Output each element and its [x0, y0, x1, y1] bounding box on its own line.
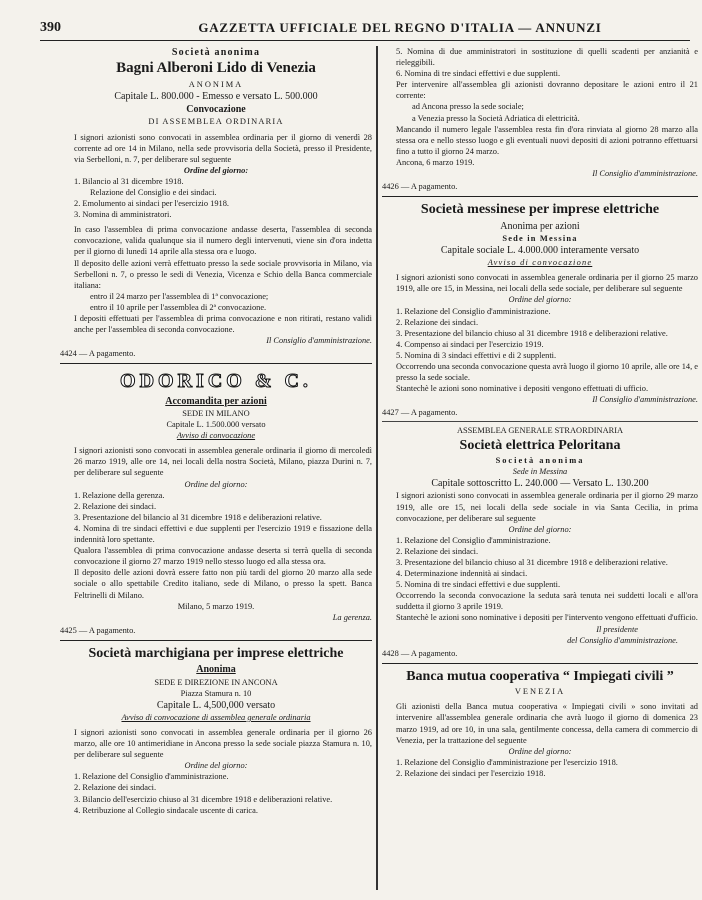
avviso-heading: Avviso di convocazione di assemblea generale ordinaria — [121, 712, 311, 722]
notice-number: 4425 — A pagamento. — [60, 625, 136, 635]
company-subtype: ANONIMA — [188, 79, 244, 89]
deposit-deadline: entro il 24 marzo per l'assemblea di 1ª convocazione; — [90, 291, 269, 301]
signature: Il Consiglio d'amministrazione. — [592, 395, 698, 405]
agenda-item: 2. Relazione dei sindaci. — [74, 501, 157, 511]
ordine-heading: Ordine del giorno: — [508, 524, 572, 534]
company-type: Accomandita per azioni — [165, 395, 267, 407]
city: VENEZIA — [514, 687, 566, 697]
agenda-item: Relazione del Consiglio e dei sindaci. — [90, 188, 217, 198]
paragraph: I depositi effettuati per l'assemblea di prima convocazione e non ritirati, restano validi anche per l'assemblea di seconda convocazione. — [74, 314, 372, 335]
intro-text: Gli azionisti della Banca mutua cooperativa « Impiegati civili » sono invitati ad intervenire all'assemblea generale ordinaria che avrà luogo il giorno di domenica 23 marzo 1919, ad ore 10, in una sala, gentilmente concessa, della camera di commercio di Venezia, per la trattazione del seguente — [396, 702, 698, 745]
intro-text: I signori azionisti sono convocati in assemblea generale ordinaria per il giorno 26 marzo, alle ore 10 antimeridiane in Ancona presso la sede sociale piazza Stamura n. 10, per deliberare sul seguente — [74, 728, 372, 760]
agenda-item: 2. Emolumento ai sindaci per l'esercizio 1918. — [74, 199, 230, 209]
intro-text: I signori azionisti sono convocati in assemblea generale ordinaria per il giorno 25 marzo 1919, alle ore 15, in Messina, nei locali della sede sociale, per deliberare sul seguente — [396, 273, 698, 294]
sede: SEDE E DIREZIONE IN ANCONA — [154, 677, 278, 687]
notice-bagni-alberoni — [60, 46, 372, 359]
avviso-heading: Avviso di convocazione — [176, 431, 256, 441]
assemblea-heading: DI ASSEMBLEA ORDINARIA — [148, 117, 284, 127]
intro-text: I signori azionisti sono convocati in assemblea generale ordinaria per il giorno 29 marzo 1919, alle ore 15, nei locali della sede sociale in via Santa Cecilia, in prima convocazione, per deliberare sul seguente — [396, 491, 698, 523]
agenda-item: 3. Nomina di amministratori. — [74, 210, 172, 220]
sede: Sede in Messina — [502, 233, 578, 243]
paragraph: Per intervenire all'assemblea gli azionisti dovranno depositare le azioni entro il 21 corrente: — [396, 80, 698, 101]
agenda-item: 3. Presentazione del bilancio chiuso al 31 dicembre 1918 e deliberazioni relative. — [396, 557, 668, 567]
paragraph: Stantechè le azioni sono nominative i depositi vengono effettuati di ufficio. — [396, 384, 649, 394]
paragraph: Occorrendo una seconda convocazione questa avrà luogo il giorno 10 aprile, alle ore 14, e presso la sede sociale. — [396, 362, 698, 383]
ordine-heading: Ordine del giorno: — [508, 295, 572, 305]
deposit-location: ad Ancona presso la sede sociale; — [412, 102, 524, 112]
capital: Capitale sottoscritto L. 240.000 — Versato L. 130.200 — [431, 478, 649, 490]
paragraph: Stantechè le azioni sono nominative i depositi per l'intervento vengono effettuati d'ufficio. — [396, 613, 698, 623]
agenda-item: 5. Nomina di due amministratori in sostituzione di quelli scadenti per anzianità e rieleggibili. — [396, 47, 698, 68]
agenda-item: 1. Bilancio al 31 dicembre 1918. — [74, 176, 184, 186]
agenda-item: 1. Relazione del Consiglio d'amministrazione per l'esercizio 1918. — [396, 757, 618, 767]
agenda-item: 4. Compenso ai sindaci per l'esercizio 1919. — [396, 339, 544, 349]
agenda-item: 3. Presentazione del bilancio al 31 dicembre 1918 e deliberazioni relative. — [74, 512, 322, 522]
paragraph: Occorrendo la seconda convocazione la seduta sarà tenuta nei suddetti locali e all'ora suddetta il giorno 3 aprile 1919. — [396, 591, 698, 612]
notice-banca-impiegati — [382, 668, 698, 779]
agenda-item: 4. Determinazione indennità ai sindaci. — [396, 569, 528, 579]
agenda-item: 6. Nomina di tre sindaci effettivi e due supplenti. — [396, 69, 561, 79]
notice-number: 4424 — A pagamento. — [60, 349, 136, 359]
notice-marchigiana — [60, 645, 372, 816]
deposit-location: a Venezia presso la Società Adriatica di elettricità. — [412, 113, 580, 123]
company-name: Società messinese per imprese elettriche — [420, 202, 660, 218]
company-type: Società anonima — [495, 456, 585, 466]
agenda-item: 2. Relazione dei sindaci. — [74, 783, 157, 793]
company-name: Banca mutua cooperativa “ Impiegati civili ” — [406, 668, 674, 684]
left-column — [60, 46, 372, 890]
ordine-heading: Ordine del giorno: — [183, 165, 249, 175]
company-type: Anonima per azioni — [500, 220, 580, 232]
sede: SEDE IN MILANO — [182, 409, 250, 418]
ordine-heading: Ordine del giorno: — [184, 479, 248, 489]
signature: Il Consiglio d'amministrazione. — [592, 169, 698, 179]
paragraph: Il deposito delle azioni verrà effettuato presso la sede sociale provvisoria in Milano, via Serbelloni n. 7, o presso le sedi di Venezia, Vicenza e Schio della Banca commerciale italiana: — [74, 258, 372, 290]
ordine-heading: Ordine del giorno: — [508, 746, 572, 756]
page-number: 390 — [40, 20, 61, 35]
company-type: Società anonima — [171, 47, 261, 58]
agenda-item: 2. Relazione dei sindaci. — [396, 317, 479, 327]
page-header — [40, 18, 690, 41]
agenda-item: 1. Relazione del Consiglio d'amministrazione. — [396, 306, 551, 316]
capital: Capitale L. 4,500,000 versato — [156, 699, 276, 711]
notice-odorico — [60, 368, 372, 635]
agenda-item: 1. Relazione del Consiglio d'amministrazione. — [74, 772, 229, 782]
capital: Capitale sociale L. 4.000.000 interamente versato — [440, 244, 640, 256]
address: Piazza Stamura n. 10 — [180, 688, 252, 698]
agenda-item: 5. Nomina di tre sindaci effettivi e due supplenti. — [396, 580, 561, 590]
intro-text: I signori azionisti sono convocati in assemblea generale ordinaria il giorno di mercoledì 26 marzo 1919, alle ore 14, nei locali della nostra Società, Milano, piazza Durini n. 7, per deliberare sul seguente — [74, 446, 372, 478]
agenda-item: 3. Presentazione del bilancio chiuso al 31 dicembre 1918 e deliberazioni relative. — [396, 328, 668, 338]
signature-line: del Consiglio d'amministrazione. — [567, 635, 678, 645]
company-name: Società marchigiana per imprese elettriche — [88, 645, 344, 661]
paragraph: In caso l'assemblea di prima convocazione andasse deserta, l'assemblea di seconda convocazione, valida qualunque sia il numero degli intervenuti, viene sin d'ora indetta per il giorno di lunedì 14 aprile alla stessa ora e luogo. — [74, 225, 372, 257]
capital: Capitale L. 800.000 - Emesso e versato L. 500.000 — [114, 91, 318, 103]
intro-text: I signori azionisti sono convocati in assemblea ordinaria per il giorno di venerdì 28 corrente ad ore 14 in Milano, nella sede provvisoria della Società, presso il Presidente, via Serbelloni, n. 7, per deliberare sul seguente — [74, 132, 372, 164]
agenda-item: 3. Bilancio dell'esercizio chiuso al 31 dicembre 1918 e deliberazioni relative. — [74, 794, 333, 804]
place-date: Milano, 5 marzo 1919. — [177, 601, 255, 611]
assemblea-heading: ASSEMBLEA GENERALE STRAORDINARIA — [456, 426, 624, 436]
notice-peloritana — [382, 425, 698, 658]
notice-number: 4426 — A pagamento. — [382, 182, 458, 192]
agenda-item: 4. Retribuzione al Collegio sindacale uscente di carica. — [74, 805, 258, 815]
deposit-deadline: entro il 10 aprile per l'assemblea di 2ª convocazione. — [90, 302, 267, 312]
company-name: Società elettrica Peloritana — [459, 437, 621, 453]
agenda-item: 4. Nomina di tre sindaci effettivi e due supplenti per l'esercizio 1919 e fissazione della indennità loro spettante. — [74, 523, 372, 545]
place-date: Ancona, 6 marzo 1919. — [396, 157, 475, 167]
signature: La gerenza. — [332, 612, 372, 622]
company-type: Anonima — [196, 664, 236, 676]
notice-number: 4427 — A pagamento. — [382, 408, 458, 418]
company-name: ODORICO & C. — [120, 370, 312, 393]
agenda-item: 2. Relazione dei sindaci per l'esercizio 1918. — [396, 768, 546, 778]
convocazione-heading: Convocazione — [186, 104, 246, 116]
capital: Capitale L. 1.500.000 versato — [166, 420, 266, 430]
avviso-heading: Avviso di convocazione — [487, 258, 593, 268]
notice-number: 4428 — A pagamento. — [382, 648, 458, 658]
notice-messinese — [382, 201, 698, 418]
sede: Sede in Messina — [512, 467, 568, 477]
notice-marchigiana-continued — [382, 46, 698, 192]
right-column — [382, 46, 698, 890]
paragraph: Mancando il numero legale l'assemblea resta fin d'ora rinviata al giorno 28 marzo alla stessa ora e nello stesso luogo e gli eventuali nuovi depositi di azioni potranno effettuarsi fino a tutto il giorno 24 marzo. — [396, 124, 698, 156]
gazette-title: GAZZETTA UFFICIALE DEL REGNO D'ITALIA — ANNUNZI — [198, 20, 602, 35]
agenda-item: 1. Relazione del Consiglio d'amministrazione. — [396, 535, 551, 545]
paragraph: Il deposito delle azioni dovrà essere fatto non più tardi del giorno 20 marzo alla sede sociale o allo spettabile Credito italiano, sede di Milano, o presso la spett. Banca Feltrinelli di Milano. — [74, 568, 372, 600]
agenda-item: 1. Relazione della gerenza. — [74, 490, 165, 500]
signature: Il Consiglio d'amministrazione. — [266, 336, 372, 346]
paragraph: Qualora l'assemblea di prima convocazione andasse deserta si terrà quella di seconda convocazione il giorno 27 marzo 1919 nello stesso luogo ed alla stessa ora. — [74, 546, 372, 567]
ordine-heading: Ordine del giorno: — [184, 761, 248, 771]
signature-line: Il presidente — [596, 624, 638, 634]
agenda-item: 5. Nomina di 3 sindaci effettivi e di 2 supplenti. — [396, 350, 557, 360]
column-divider — [376, 46, 378, 890]
company-name: Bagni Alberoni Lido di Venezia — [116, 60, 316, 77]
agenda-item: 2. Relazione dei sindaci. — [396, 546, 479, 556]
